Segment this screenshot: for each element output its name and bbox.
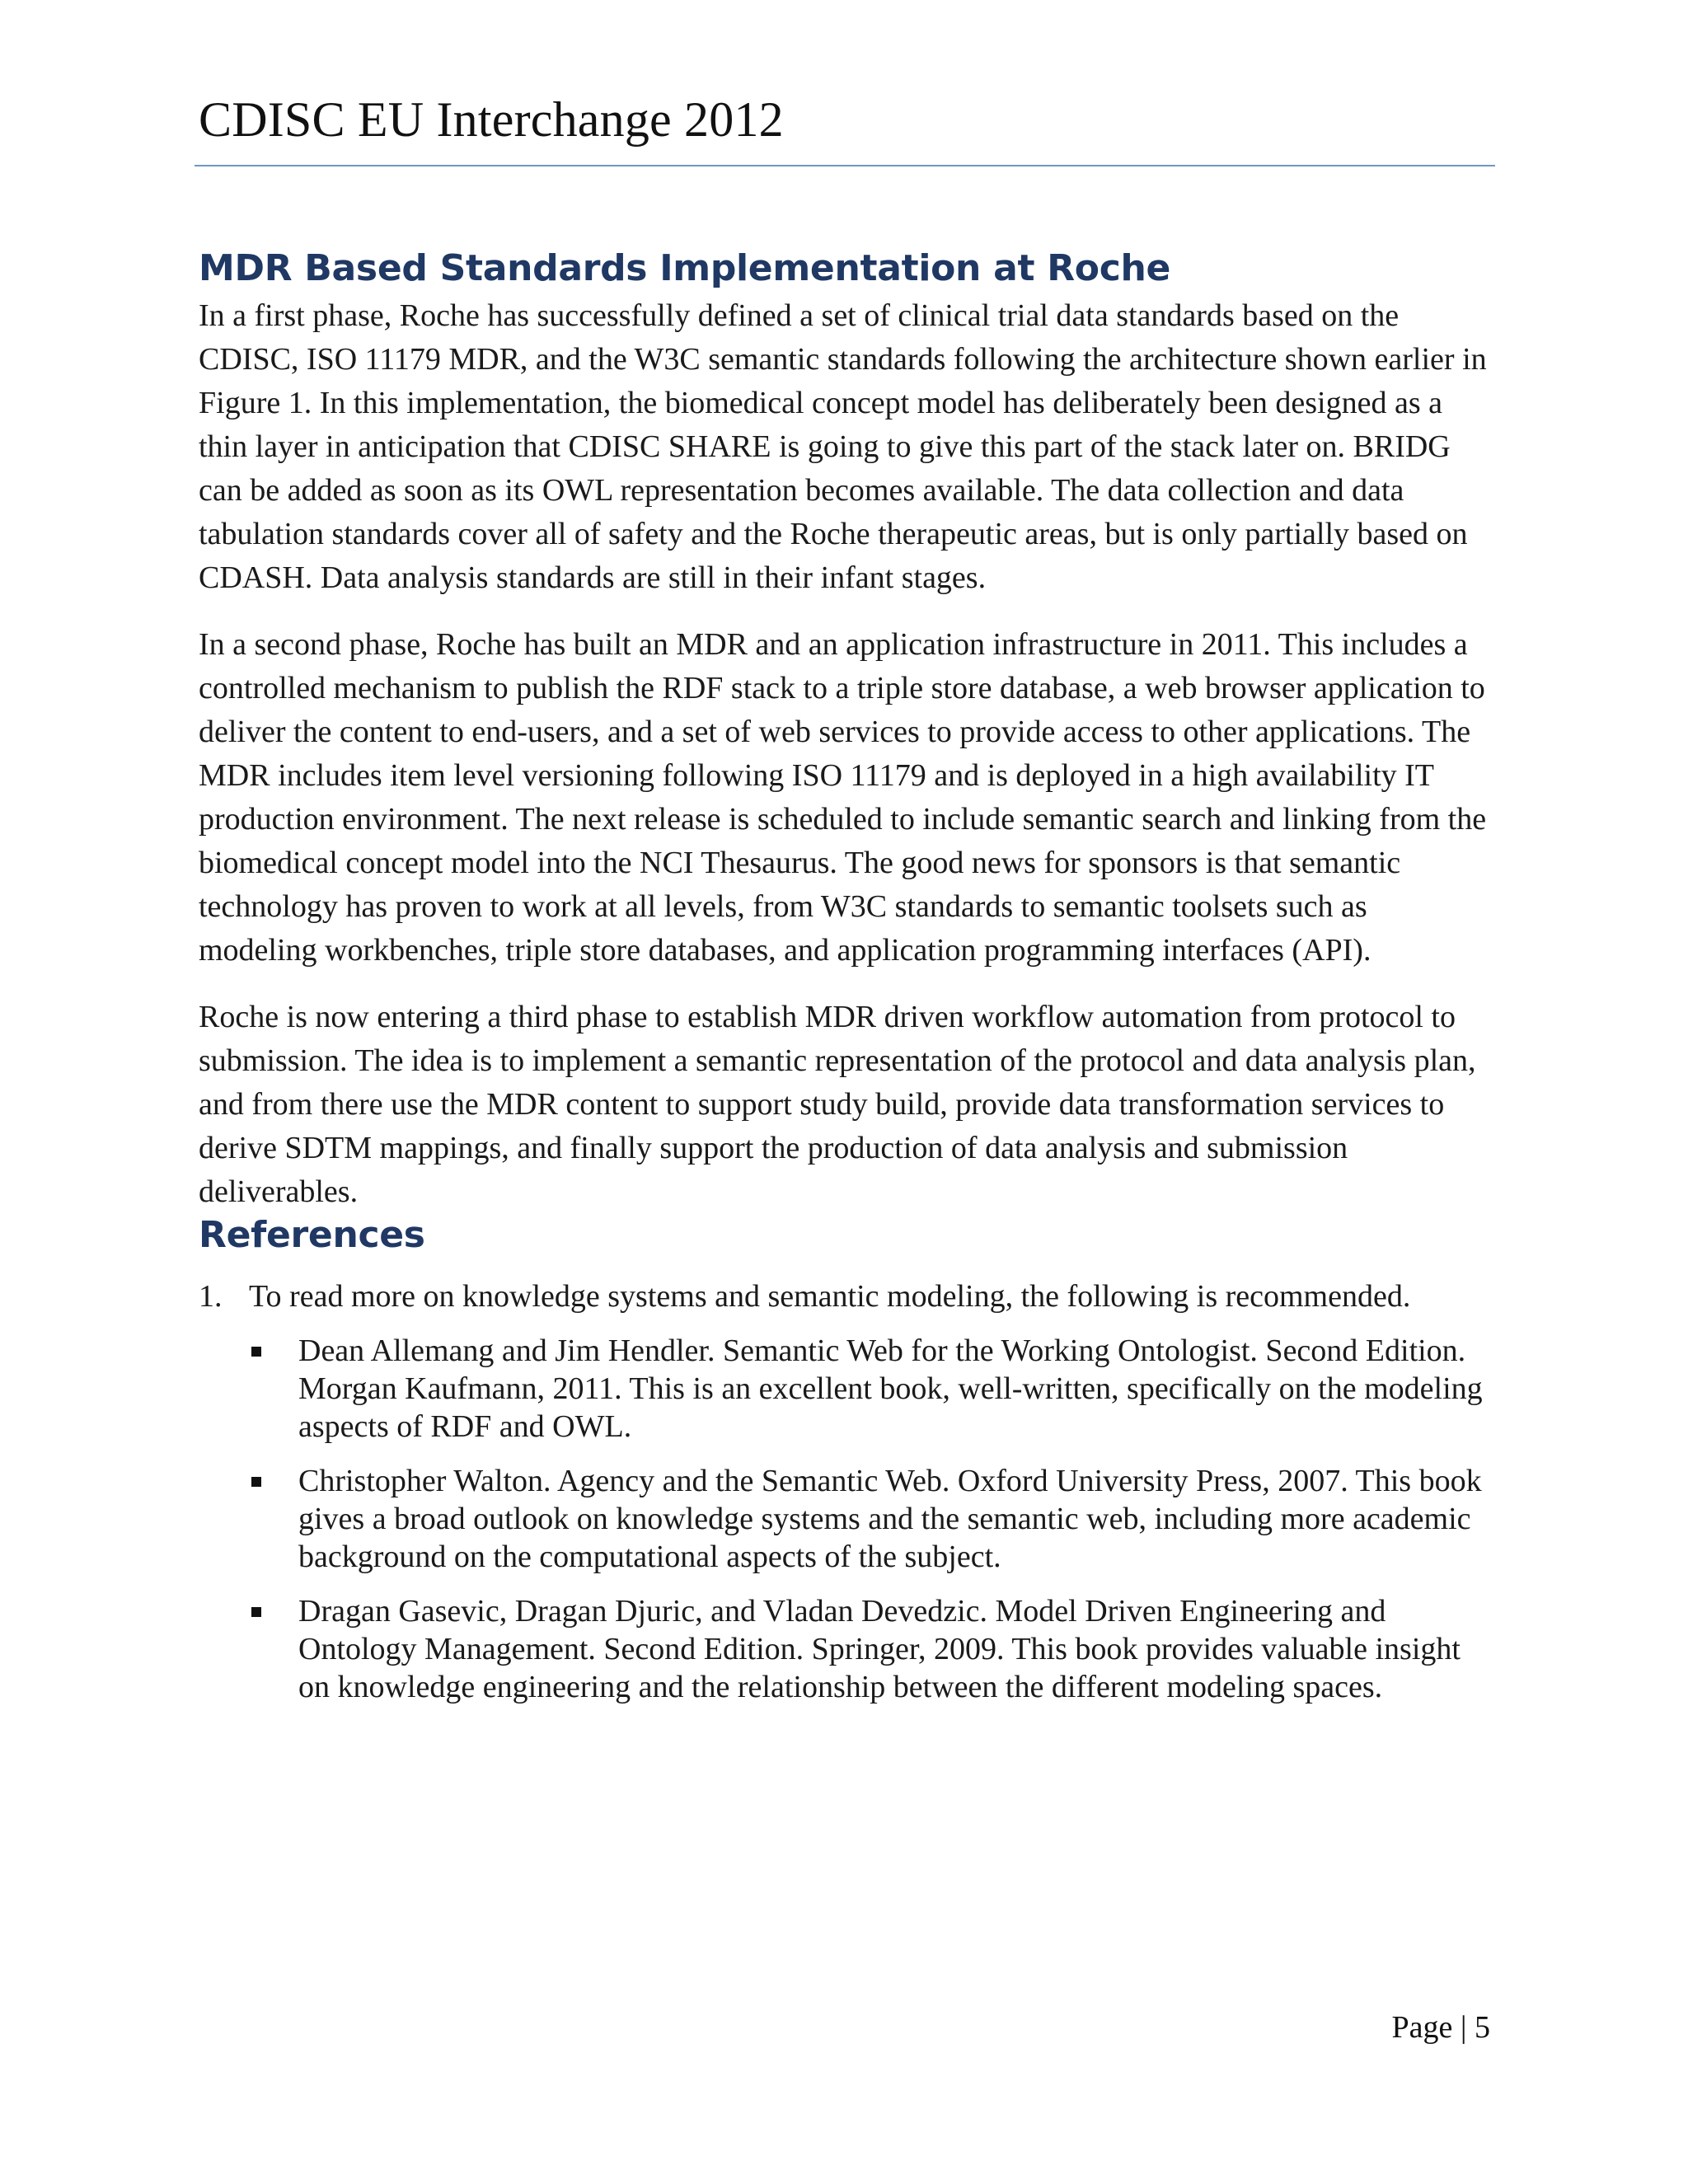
paragraph-phase-one: In a first phase, Roche has successfully defined a set of clinical trial data standards based on the CDISC, ISO 11179 MDR, and the W3C semantic standards following the architecture shown earlier in Figure 1. In this implementation, the biomedical concept model has deliberately been designed as a thin layer in anticipation that CDISC SHARE is going to give this part of the stack later on. BRIDG can be added as soon as its OWL representation becomes available. The data collection and data tabulation standards cover all of safety and the Roche therapeutic areas, but is only partially based on CDASH. Data analysis standards are still in their infant stages. <box>199 298 1487 595</box>
reference-item <box>199 1277 1493 1706</box>
references-list <box>199 1277 1493 1706</box>
reference-sub-text: Dragan Gasevic, Dragan Djuric, and Vladan Devedzic. Model Driven Engineering and Ontology Management. Second Edition. Springer, 2009. This book provides valuable insight on knowledge engineering and the relationship between the different modeling spaces. <box>298 1593 1461 1704</box>
section-heading-mdr: MDR Based Standards Implementation at Roche <box>199 247 1171 289</box>
page-number: Page | 5 <box>1391 2010 1490 2045</box>
paragraph-phase-two: In a second phase, Roche has built an MDR and an application infrastructure in 2011. This includes a controlled mechanism to publish the RDF stack to a triple store database, a web browser application to deliver the content to end-users, and a set of web services to provide access to other applications. The MDR includes item level versioning following ISO 11179 and is deployed in a high availability IT production environment. The next release is scheduled to include semantic search and linking from the biomedical concept model into the NCI Thesaurus. The good news for sponsors is that semantic technology has proven to work at all levels, from W3C standards to semantic toolsets such as modeling workbenches, triple store databases, and application programming interfaces (API). <box>199 626 1487 968</box>
square-bullet-icon <box>251 1347 261 1357</box>
header-rule <box>195 165 1495 166</box>
reference-sub-text: Christopher Walton. Agency and the Semantic Web. Oxford University Press, 2007. This book gives a broad outlook on knowledge systems and the semantic web, including more academic background on the computational aspects of the subject. <box>298 1463 1482 1574</box>
reference-sub-item <box>249 1462 1493 1576</box>
header-title: CDISC EU Interchange 2012 <box>199 92 784 147</box>
reference-number: 1. <box>199 1278 223 1314</box>
square-bullet-icon <box>251 1607 261 1617</box>
reference-sub-item <box>249 1332 1493 1446</box>
square-bullet-icon <box>251 1477 261 1487</box>
reference-sub-list <box>249 1332 1493 1706</box>
paragraph-phase-three: Roche is now entering a third phase to establish MDR driven workflow automation from protocol to submission. The idea is to implement a semantic representation of the protocol and data analysis plan, and from there use the MDR content to support study build, provide data transformation services to derive SDTM mappings, and finally support the production of data analysis and submission deliverables. <box>199 999 1476 1209</box>
page-content <box>199 247 1493 1722</box>
section-heading-references: References <box>199 1213 425 1256</box>
reference-sub-item <box>249 1592 1493 1706</box>
reference-sub-text: Dean Allemang and Jim Hendler. Semantic Web for the Working Ontologist. Second Edition. Morgan Kaufmann, 2011. This is an excellent book, well-written, specifically on the modeling aspects of RDF and OWL. <box>298 1333 1483 1444</box>
reference-text: To read more on knowledge systems and semantic modeling, the following is recommended. <box>249 1278 1411 1314</box>
